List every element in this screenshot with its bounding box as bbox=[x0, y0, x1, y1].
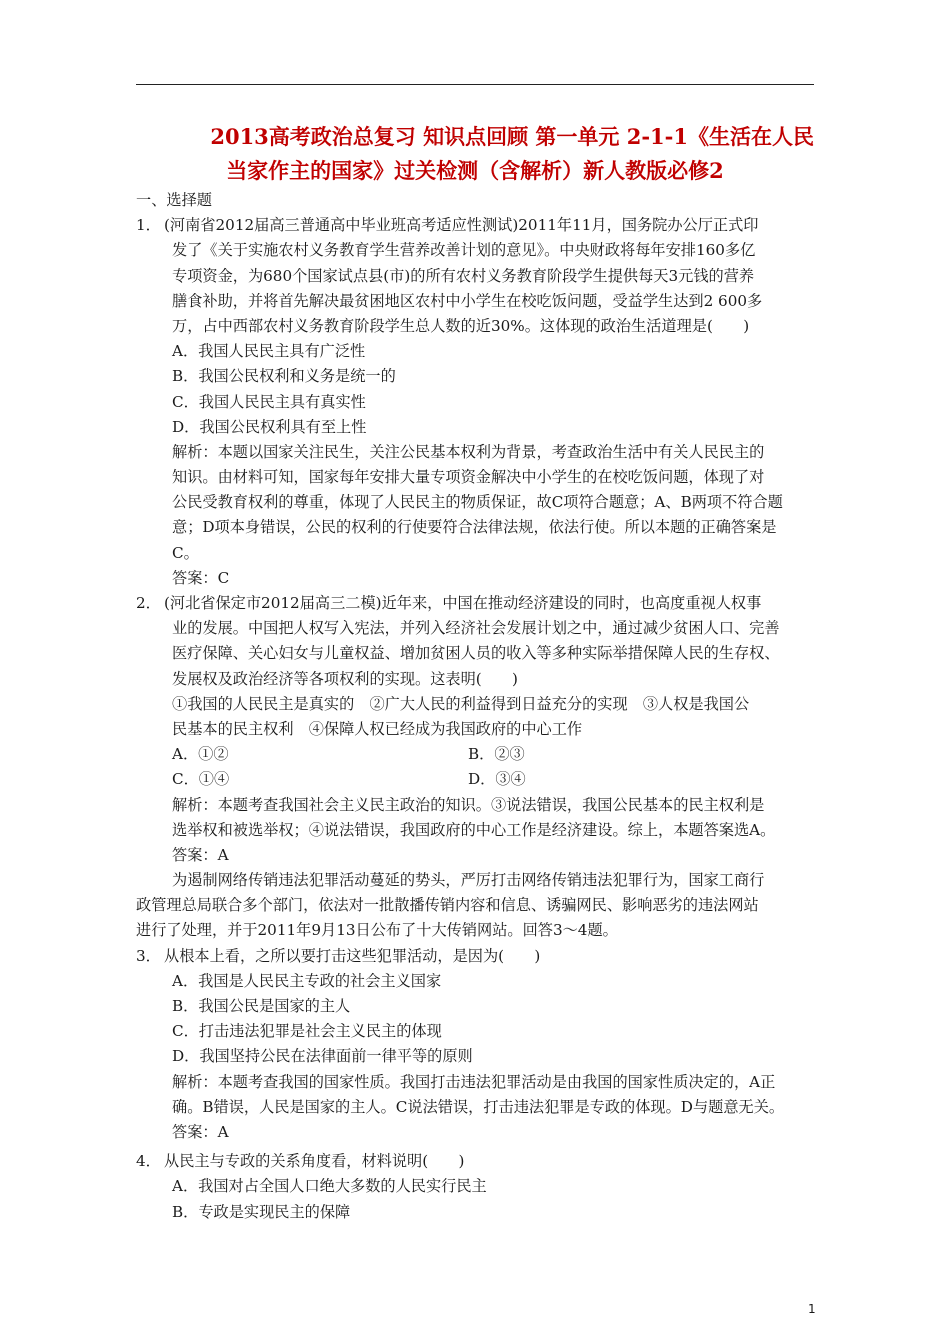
material-line: 为遏制网络传销违法犯罪活动蔓延的势头，严厉打击网络传销违法犯罪行为，国家工商行 bbox=[172, 871, 765, 890]
shared-material bbox=[136, 868, 816, 944]
option-a: A．①② bbox=[172, 745, 229, 764]
document-title bbox=[130, 120, 820, 188]
question-stem-line: 业的发展。中国把人权写入宪法，并列入经济社会发展计划之中，通过减少贫困人口、完善 bbox=[172, 619, 780, 638]
option-c: C．①④ bbox=[172, 770, 230, 789]
answer: 答案：A bbox=[172, 1122, 229, 1141]
answer: 答案：A bbox=[172, 845, 229, 864]
section-heading: 一、选择题 bbox=[136, 191, 212, 209]
statement-line: ①我国的人民民主是真实的 ②广大人民的利益得到日益充分的实现 ③人权是我国公 bbox=[172, 694, 750, 713]
question-stem-line: 膳食补助，并将首先解决最贫困地区农村中小学生在校吃饭问题，受益学生达到2 600多 bbox=[172, 291, 763, 310]
analysis-line: 解析：本题考查我国的国家性质。我国打击违法犯罪活动是由我国的国家性质决定的，A正 bbox=[172, 1072, 776, 1091]
analysis-line: 公民受教育权利的尊重，体现了人民民主的物质保证，故C项符合题意；A、B两项不符合题 bbox=[172, 493, 783, 512]
question-stem: 从民主与专政的关系角度看，材料说明( ) bbox=[164, 1152, 465, 1171]
question-4 bbox=[136, 1149, 816, 1225]
question-2 bbox=[136, 591, 816, 868]
option-row bbox=[136, 767, 816, 792]
option-b: B．我国公民是国家的主人 bbox=[172, 997, 351, 1015]
analysis-line: 解析：本题考查我国社会主义民主政治的知识。③说法错误，我国公民基本的民主权利是 bbox=[172, 795, 765, 814]
question-stem-line: 发展权及政治经济等各项权利的实现。这表明( ) bbox=[172, 669, 518, 688]
answer: 答案：C bbox=[172, 568, 230, 587]
question-stem-line: (河南省2012届高三普通高中毕业班高考适应性测试)2011年11月，国务院办公厅正式印 bbox=[164, 216, 759, 235]
question-3 bbox=[136, 944, 816, 1146]
page-number: 1 bbox=[808, 1302, 816, 1316]
question-stem-line: 医疗保障、关心妇女与儿童权益、增加贫困人员的收入等多种实际举措保障人民的生存权、 bbox=[172, 644, 780, 663]
analysis-line: 选举权和被选举权；④说法错误，我国政府的中心工作是经济建设。综上，本题答案选A。 bbox=[172, 820, 776, 839]
option-row bbox=[136, 742, 816, 767]
question-stem: 从根本上看，之所以要打击这些犯罪活动，是因为( ) bbox=[164, 946, 541, 965]
question-stem-line: (河北省保定市2012届高三二模)近年来，中国在推动经济建设的同时，也高度重视人权事 bbox=[164, 594, 762, 612]
title-line-1: 2013高考政治总复习 知识点回顾 第一单元 2-1-1《生活在人民 bbox=[210, 124, 814, 149]
option-b: B．②③ bbox=[468, 745, 525, 764]
option-b: B．专政是实现民主的保障 bbox=[172, 1202, 351, 1221]
question-number: 3． bbox=[136, 946, 161, 965]
question-number: 1． bbox=[136, 216, 161, 235]
option-c: C．我国人民民主具有真实性 bbox=[172, 392, 366, 411]
title-line-2: 当家作主的国家》过关检测（含解析）新人教版必修2 bbox=[226, 158, 724, 183]
question-number: 2． bbox=[136, 594, 161, 612]
option-d: D．我国坚持公民在法律面前一律平等的原则 bbox=[172, 1047, 473, 1066]
analysis-line: C。 bbox=[172, 543, 199, 562]
header-rule bbox=[136, 84, 814, 85]
option-a: A．我国是人民民主专政的社会主义国家 bbox=[172, 971, 442, 990]
option-b: B．我国公民权利和义务是统一的 bbox=[172, 367, 396, 386]
option-a: A．我国人民民主具有广泛性 bbox=[172, 342, 366, 361]
analysis-line: 解析：本题以国家关注民生，关注公民基本权利为背景，考查政治生活中有关人民民主的 bbox=[172, 442, 765, 461]
question-number: 4． bbox=[136, 1152, 161, 1171]
document-body bbox=[136, 188, 816, 1225]
analysis-line: 知识。由材料可知，国家每年安排大量专项资金解决中小学生的在校吃饭问题，体现了对 bbox=[172, 468, 765, 487]
option-d: D．我国公民权利具有至上性 bbox=[172, 417, 367, 436]
material-line: 进行了处理，并于2011年9月13日公布了十大传销网站。回答3～4题。 bbox=[136, 921, 618, 940]
option-d: D．③④ bbox=[468, 770, 526, 789]
question-1 bbox=[136, 213, 816, 591]
analysis-line: 意；D项本身错误，公民的权利的行使要符合法律法规，依法行使。所以本题的正确答案是 bbox=[172, 518, 777, 537]
question-stem-line: 万，占中西部农村义务教育阶段学生总人数的近30%。这体现的政治生活道理是( ) bbox=[172, 316, 750, 335]
option-a: A．我国对占全国人口绝大多数的人民实行民主 bbox=[172, 1177, 487, 1196]
question-stem-line: 专项资金，为680个国家试点县(市)的所有农村义务教育阶段学生提供每天3元钱的营养 bbox=[172, 266, 755, 285]
analysis-line: 确。B错误，人民是国家的主人。C说法错误，打击违法犯罪是专政的体现。D与题意无关。 bbox=[172, 1097, 785, 1116]
statement-line: 民基本的民主权利 ④保障人权已经成为我国政府的中心工作 bbox=[172, 719, 583, 738]
material-line: 政管理总局联合多个部门，依法对一批散播传销内容和信息、诱骗网民、影响恶劣的违法网站 bbox=[136, 896, 759, 915]
option-c: C．打击违法犯罪是社会主义民主的体现 bbox=[172, 1022, 442, 1041]
question-stem-line: 发了《关于实施农村义务教育学生营养改善计划的意见》。中央财政将每年安排160多亿 bbox=[172, 241, 756, 260]
